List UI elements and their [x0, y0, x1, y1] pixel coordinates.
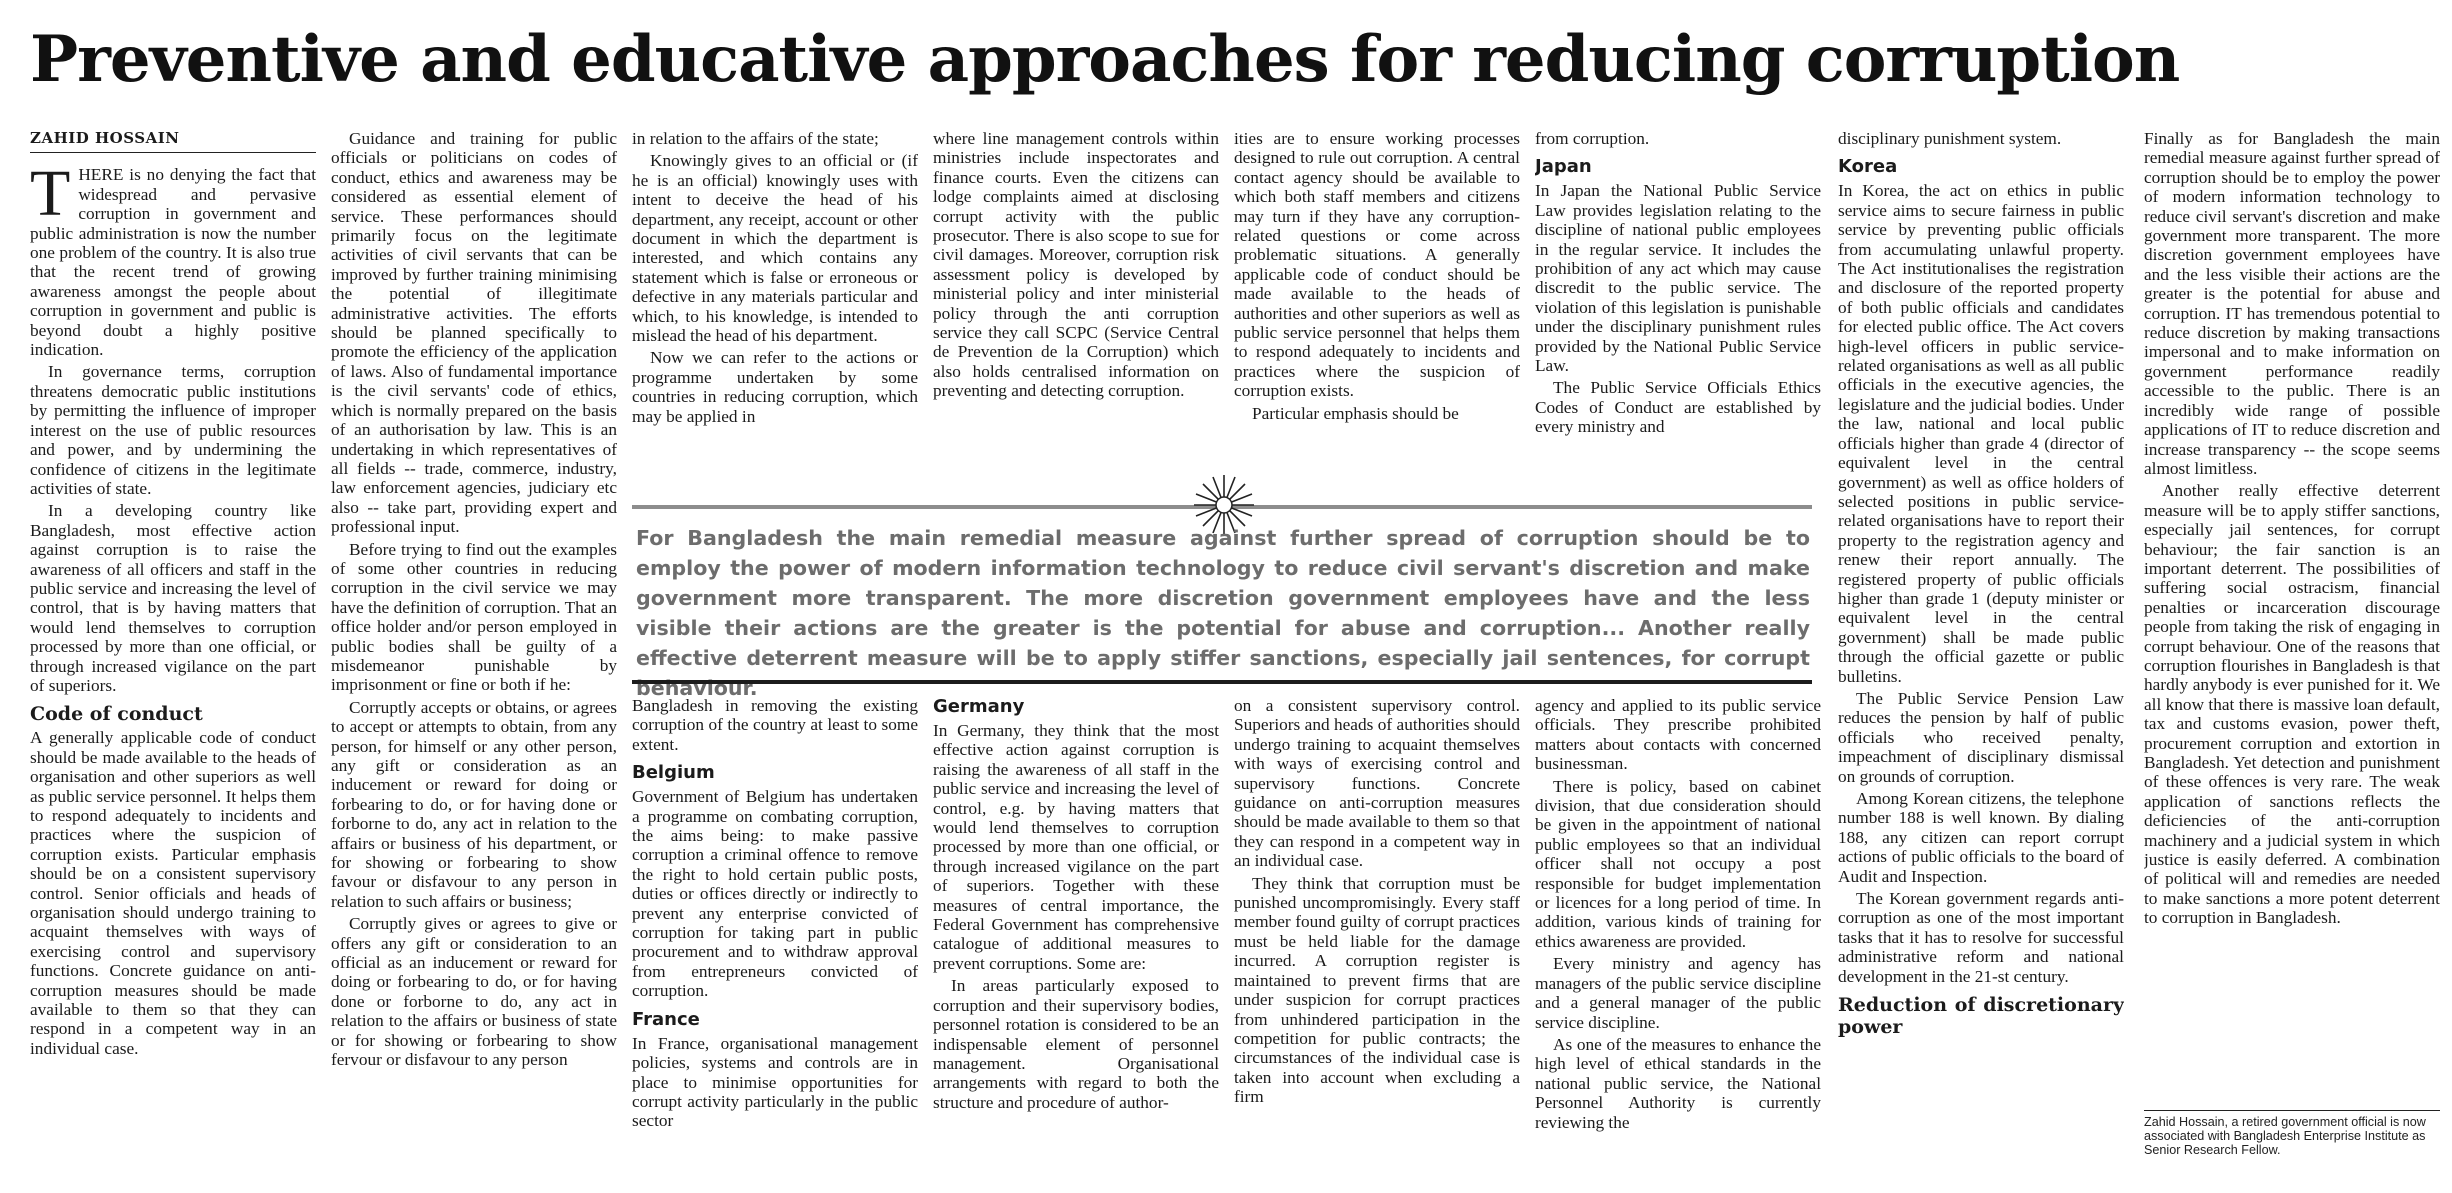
column-5-lower	[1234, 696, 1520, 1181]
column-4-upper	[933, 129, 1219, 495]
paragraph: In areas particularly exposed to corruption and their supervisory bodies, personnel rotation is considered to be an indispensable element of personnel management. Organisational arrangements with regard to both the structure and procedure of author-	[933, 976, 1219, 1112]
column-3-upper	[632, 129, 918, 495]
paragraph: Corruptly accepts or obtains, or agrees to accept or attempts to obtain, from any person, for himself or any other person, any gift or consideration as an inducement or reward for doing or forbearing to do, or for having done or forborne to do, any act in relation to the affairs or business of his department, or for showing or forbearing to show favour or disfavour to any person in relation to such affairs or business;	[331, 697, 617, 911]
subhead-france: France	[632, 1008, 700, 1030]
paragraph: ities are to ensure working processes designed to rule out corruption. A central contact agency should be available to which both staff members and citizens may turn if they have any corruption-related questions or come across problematic situations. A generally applicable code of conduct should be made available to the heads of authorities and other superiors as well as public service personnel that helps them to respond adequately to incidents and practices where the suspicion of corruption exists.	[1234, 129, 1520, 401]
paragraph: The Public Service Officials Ethics Codes of Conduct are established by every ministry and	[1535, 378, 1821, 437]
column-6-upper	[1535, 129, 1821, 495]
paragraph: agency and applied to its public service officials. They prescribe prohibited matters about contacts with concerned businessman.	[1535, 696, 1821, 774]
paragraph: A generally applicable code of conduct should be made available to the heads of organisation and other superiors as well as public service personnel. It helps them to respond adequately to incidents and practices where the suspicion of corruption exists. Particular emphasis should be on a consistent supervisory control. Senior officials and heads of organisation should undergo training to acquaint themselves with ways of exercising control and supervisory functions. Concrete guidance on anti-corruption measures should be made available to them so that they can respond in a competent way in an individual case.	[30, 728, 316, 1058]
paragraph: In Germany, they think that the most effective action against corruption is raising the awareness of all staff in the public service and increasing the level of control, e.g. by having matters that would lend themselves to corruption processed by more than one official, or through increased vigilance on the part of superiors. Together with these measures of central importance, the Federal Government has comprehensive catalogue of additional measures to prevent corruptions. Some are:	[933, 721, 1219, 973]
paragraph: Among Korean citizens, the telephone number 188 is well known. By dialing 188, any citizen can report corrupt actions of public officials to the board of Audit and Inspection.	[1838, 789, 2124, 886]
column-1	[30, 129, 316, 1179]
paragraph: in relation to the affairs of the state;	[632, 129, 879, 148]
subhead-code-of-conduct: Code of conduct	[30, 703, 203, 726]
subhead-korea: Korea	[1838, 156, 1898, 178]
subhead-germany: Germany	[933, 696, 1025, 717]
paragraph: where line management controls within ministries include inspectorates and finance courts. Even the citizens can lodge complaints aimed at disclosing corrupt activity with the public prosecutor. There is also scope to sue for civil damages. Moreover, corruption risk assessment policy is developed by ministerial policy and inter ministerial policy through the anti corruption service they call SCPC (Service Central de Prevention de la Corruption) which also holds centralised information on preventing and detecting corruption.	[933, 129, 1219, 401]
subhead-reduction-of-discretionary-power: Reduction of discretionary power	[1838, 994, 2124, 1039]
pull-quote-rule-bottom	[632, 680, 1812, 684]
paragraph: from corruption.	[1535, 129, 1650, 148]
paragraph: In a developing country like Bangladesh, most effective action against corruption is to raise the awareness of all officers and staff in the public service and increasing the level of control, that is by having matters that would lend themselves to corruption processed by more than one official, or through increased vigilance on the part of superiors.	[30, 501, 316, 695]
paragraph: HERE is no denying the fact that widespread and pervasive corruption in government and public administration is now the number one problem of the country. It is also true that the recent trend of growing awareness amongst the people about corruption in government and public is beyond doubt a highly positive indication.	[30, 165, 316, 360]
paragraph: Every ministry and agency has managers of the public service discipline and a general manager of the public service discipline.	[1535, 954, 1821, 1032]
paragraph: In Japan the National Public Service Law provides legislation relating to the discipline of national public employees in the regular service. It includes the prohibition of any act which may cause discredit to the public service. The violation of this legislation is punishable under the disciplinary punishment rules provided by the National Public Service Law.	[1535, 181, 1821, 376]
subhead-belgium: Belgium	[632, 762, 715, 784]
author-credit: Zahid Hossain, a retired government official is now associated with Bangladesh Enterprise Institute as Senior Research Fellow.	[2144, 1110, 2440, 1157]
subhead-japan: Japan	[1535, 156, 1592, 178]
paragraph: Before trying to find out the examples of some other countries in reducing corruption in the civil service we may have the definition of corruption. That an office holder and/or person employed in public bodies shall be guilty of a misdemeanor punishable by imprisonment or fine or both if he:	[331, 539, 617, 695]
paragraph: There is policy, based on cabinet division, that due consideration should be given in the appointment of national public employees so that an individual officer shall not occupy a post responsible for budget implementation or licences for a long period of time. In addition, various kinds of training for ethics awareness are provided.	[1535, 776, 1821, 951]
paragraph: Bangladesh in removing the existing corruption of the country at least to some extent.	[632, 696, 918, 754]
paragraph: The Korean government regards anti-corruption as one of the most important tasks that it has to resolve for successful administrative reform and national development in the 21-st century.	[1838, 889, 2124, 986]
byline: ZAHID HOSSAIN	[30, 129, 316, 153]
paragraph: Finally as for Bangladesh the main remedial measure against further spread of corruption should be to employ the power of modern information technology to reduce civil servant's discretion and make government more transparent. The more discretion government employees have and the less visible their actions are the greater is the potential for abuse and corruption. IT has tremendous potential to reduce discretion by making transactions impersonal and to make information on government performance readily accessible to the public. There is an incredibly wide range of possible applications of IT to reduce discretion and increase transparency -- the scope seems almost limitless.	[2144, 129, 2440, 478]
column-6-lower	[1535, 696, 1821, 1181]
paragraph: In governance terms, corruption threatens democratic public institutions by permitting the influence of improper interest on the use of public resources and power, and by undermining the confidence of citizens in the legitimate activities of state.	[30, 362, 316, 498]
column-5-upper	[1234, 129, 1520, 495]
paragraph: on a consistent supervisory control. Superiors and heads of authorities should undergo training to acquaint themselves with ways of exercising control and supervisory functions. Concrete guidance on anti-corruption measures should be made available to them so that they can respond in a competent way in an individual case.	[1234, 696, 1520, 871]
column-8	[2144, 129, 2440, 1104]
column-3-lower	[632, 696, 918, 1181]
column-7	[1838, 129, 2124, 1179]
pull-quote	[632, 505, 1812, 700]
paragraph: Particular emphasis should be	[1252, 403, 1459, 423]
paragraph: In France, organisational management policies, systems and controls are in place to minimise opportunities for corrupt activity particularly in the public sector	[632, 1033, 918, 1131]
paragraph: In Korea, the act on ethics in public service aims to secure fairness in public service by preventing public officials from accumulating unlawful property. The Act institutionalises the registration and disclosure of the reported property of both public officials and candidates for elected public office. The Act covers high-level officers in public service-related organisations as well as all public officials in the executive agencies, the legislature and the judicial bodies. Under the law, national and local public officials higher than grade 4 (director of equivalent level in the central government) as well as office holders of selected positions in public service-related organisations have to report their property to the registration agency and renew their report annually. The registered property of public officials higher than grade 1 (deputy minister or equivalent level in the central government) shall be made public through the official gazette or public bulletins.	[1838, 181, 2124, 686]
paragraph: Corruptly gives or agrees to give or offers any gift or consideration to an official as an inducement or reward for doing or forbearing to do, or for having done or forborne to do, any act in relation to the affairs or business of state or for showing or forbearing to show fervour or disfavour to any person	[331, 914, 617, 1070]
drop-cap: T	[30, 157, 71, 231]
paragraph: They think that corruption must be punished uncompromisingly. Every staff member found guilty of corrupt practices must be held liable for the damage incurred. A corruption register is maintained to prevent firms that are under suspicion for corrupt practices from unhindered participation in the competition for public contracts; the circumstances of the individual case is taken into account when excluding a firm	[1234, 873, 1520, 1107]
paragraph: As one of the measures to enhance the high level of ethical standards in the national public service, the National Personnel Authority is currently reviewing the	[1535, 1034, 1821, 1132]
paragraph: disciplinary punishment system.	[1838, 129, 2062, 148]
paragraph: The Public Service Pension Law reduces the pension by half of public officials who received penalty, impeachment of disciplinary dismissal on grounds of corruption.	[1838, 688, 2124, 786]
column-2	[331, 129, 617, 1179]
paragraph: Knowingly gives to an official or (if he is an official) knowingly uses with intent to deceive the head of his department, any receipt, account or other document in which the department is interested, and which contains any statement which is false or erroneous or defective in any materials particular and which, to his knowledge, is intended to mislead the head of his department.	[632, 151, 918, 346]
pull-quote-text: For Bangladesh the main remedial measure against further spread of corruption should be to employ the power of modern information technology to reduce civil servant's discretion and make government more transparent. The more discretion government employees have and the less visible their actions are the greater is the potential for abuse and corruption... Another really effective deterrent measure will be to apply stiffer sanctions, especially jail sentences, for corrupt behaviour.	[636, 526, 1810, 700]
column-4-lower	[933, 696, 1219, 1181]
paragraph: Another really effective deterrent measure will be to apply stiffer sanctions, especially jail sentences, for corrupt behaviour; the fair sanction is an important deterrent. The possibilities of suffering social ostracism, financial penalties or incarceration discourage people from taking the risk of engaging in corrupt behaviour. One of the reasons that corruption flourishes in Bangladesh is that hardly anybody is ever punished for it. We all know that there is massive loan default, tax and customs evasion, power theft, procurement corruption and extortion in Bangladesh. Yet detection and punishment of these offences is very rare. The weak application of sanctions reflects the deficiencies of the anti-corruption machinery and a judicial system in which justice is easily deferred. A combination of political will and remedies are needed to make sanctions a more potent deterrent to corruption in Bangladesh.	[2144, 481, 2440, 928]
paragraph: Government of Belgium has undertaken a programme on combating corruption, the aims being: to make passive corruption a criminal offence to remove the right to hold certain public posts, duties or offices directly or indirectly to prevent any enterprise convicted of corruption for taking part in public procurement and to withdraw approval from entrepreneurs convicted of corruption.	[632, 787, 918, 1001]
paragraph: Now we can refer to the actions or programme undertaken by some countries in reducing corruption, which may be applied in	[632, 348, 918, 426]
paragraph: Guidance and training for public officials or politicians on codes of conduct, ethics and awareness may be considered as essential element of service. These performances should primarily focus on the legitimate activities of civil servants that can be improved by further training minimising the potential of illegitimate administrative activities. The efforts should be planned specifically to promote the efficiency of the application of laws. Also of fundamental importance is the civil servants' code of ethics, which is normally prepared on the basis of an authorisation by law. This is an undertaking in which representatives of all fields -- trade, commerce, industry, law enforcement agencies, judiciary etc also -- take part, providing expert and professional input.	[331, 129, 617, 537]
headline: Preventive and educative approaches for reducing corruption	[30, 22, 2180, 97]
